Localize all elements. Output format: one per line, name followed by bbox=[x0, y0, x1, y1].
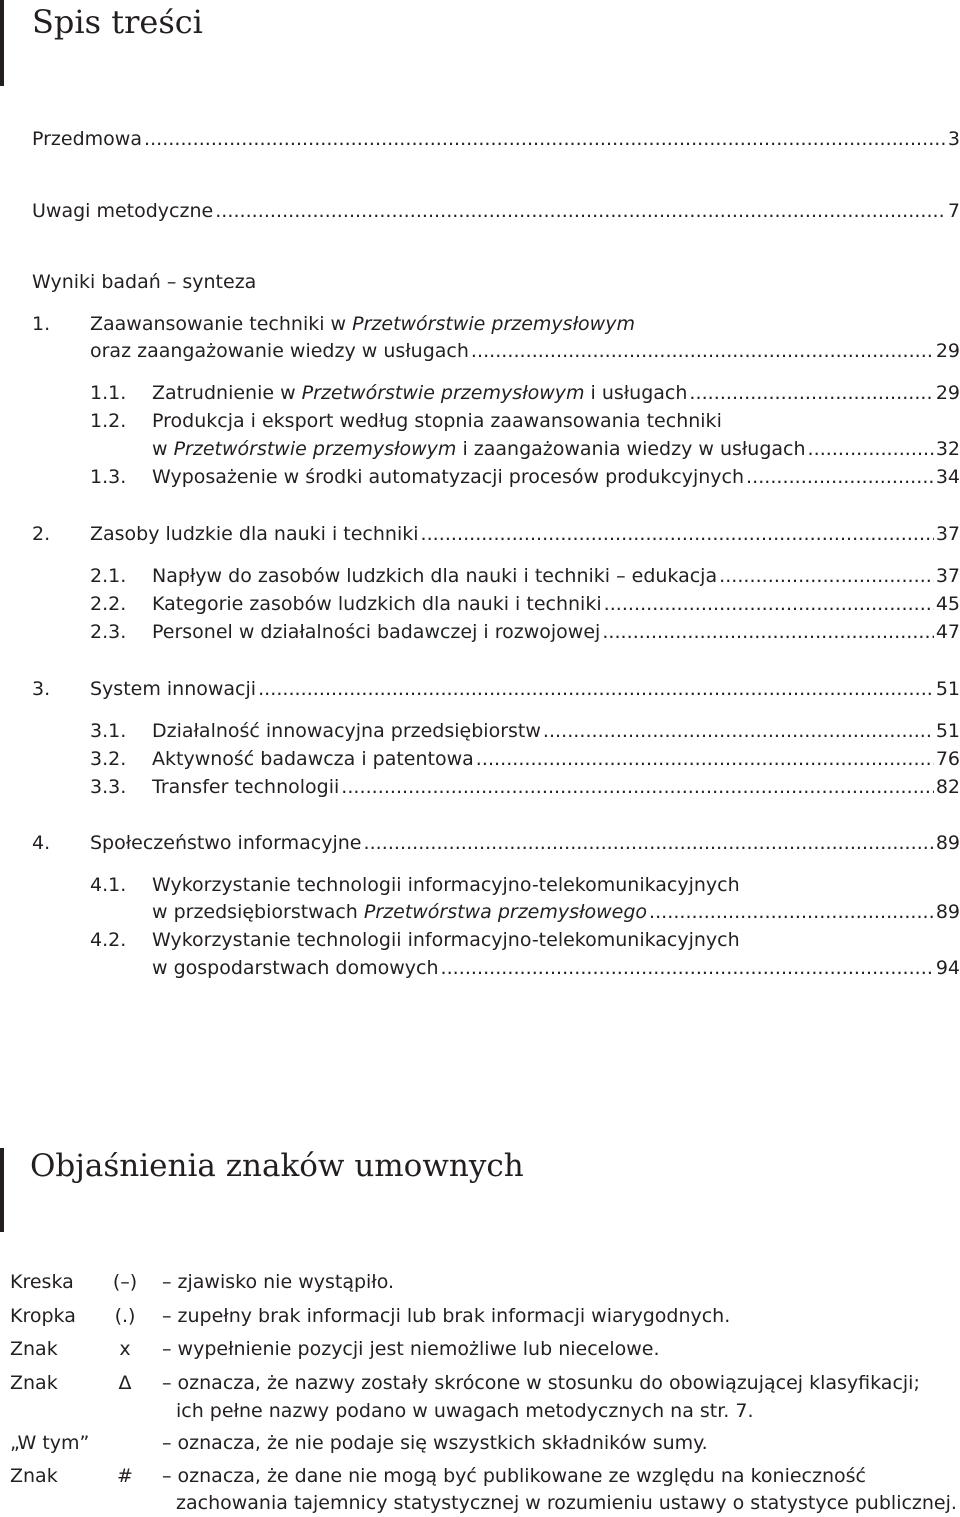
label-part: w bbox=[152, 438, 174, 460]
leader-dots bbox=[341, 774, 934, 800]
toc-entry-4-2-cont[interactable] bbox=[152, 955, 960, 981]
legend-description: – oznacza, że dane nie mogą być publikowane ze względu na konieczność bbox=[162, 1465, 866, 1487]
toc-section-number: 2.3. bbox=[90, 621, 127, 643]
toc-entry-label: Napływ do zasobów ludzkich dla nauki i techniki – edukacja bbox=[152, 565, 718, 587]
toc-page-number: 94 bbox=[935, 957, 960, 979]
leader-dots bbox=[602, 619, 934, 645]
toc-page-number: 76 bbox=[935, 748, 960, 770]
label-italic-part: Przetwórstwie przemysłowym bbox=[352, 313, 635, 335]
title-rule bbox=[0, 0, 4, 86]
toc-entry-label: Działalność innowacyjna przedsiębiorstw bbox=[152, 720, 541, 742]
legend-title-rule bbox=[0, 1148, 4, 1232]
legend-symbol: (.) bbox=[114, 1305, 136, 1327]
legend-description: – oznacza, że nie podaje się wszystkich składników sumy. bbox=[162, 1432, 708, 1454]
toc-page-number: 37 bbox=[935, 565, 960, 587]
leader-dots bbox=[471, 338, 934, 364]
leader-dots bbox=[215, 198, 946, 224]
legend-description: – zupełny brak informacji lub brak informacji wiarygodnych. bbox=[162, 1305, 731, 1327]
legend-description-cont: zachowania tajemnicy statystycznej w rozumieniu ustawy o statystyce publicznej. bbox=[176, 1492, 957, 1514]
leader-dots bbox=[719, 563, 934, 589]
toc-section-number: 1.3. bbox=[90, 466, 127, 488]
toc-page-number: 89 bbox=[935, 901, 960, 923]
toc-page-number: 29 bbox=[935, 340, 960, 362]
toc-entry-label bbox=[152, 380, 687, 406]
label-italic-part: Przetwórstwie przemysłowym bbox=[301, 382, 585, 404]
toc-section-number: 1.2. bbox=[90, 410, 127, 432]
leader-dots bbox=[441, 955, 934, 981]
leader-dots bbox=[808, 436, 934, 462]
label-part: w przedsiębiorstwach bbox=[152, 901, 364, 923]
toc-entry-label: Społeczeństwo informacyjne bbox=[90, 832, 362, 854]
toc-entry-method[interactable] bbox=[32, 198, 960, 224]
legend-symbol: x bbox=[119, 1338, 131, 1360]
toc-page-number: 51 bbox=[935, 720, 960, 742]
toc-page-number: 3 bbox=[947, 128, 960, 150]
toc-section-number: 2.2. bbox=[90, 593, 127, 615]
leader-dots bbox=[746, 464, 934, 490]
toc-section-number: 4.2. bbox=[90, 929, 127, 951]
toc-entry-label: Wyposażenie w środki automatyzacji procesów produkcyjnych bbox=[152, 466, 745, 488]
toc-entry-label: Transfer technologii bbox=[152, 776, 340, 798]
toc-entry-4-1-cont[interactable] bbox=[152, 899, 960, 925]
toc-entry-4-1[interactable] bbox=[90, 872, 960, 898]
legend-term: „W tym” bbox=[10, 1432, 90, 1454]
toc-entry-label bbox=[152, 899, 647, 925]
legend-row bbox=[0, 1369, 960, 1425]
toc-entry-label: w gospodarstwach domowych bbox=[152, 957, 439, 979]
toc-section-number: 4.1. bbox=[90, 874, 127, 896]
toc-entry-3-3[interactable] bbox=[90, 774, 960, 800]
toc-section-number: 3. bbox=[32, 678, 51, 700]
leader-dots bbox=[604, 591, 934, 617]
toc-page-number: 45 bbox=[935, 593, 960, 615]
toc-entry-label: Personel w działalności badawczej i rozwojowej bbox=[152, 621, 601, 643]
toc-section-number: 1. bbox=[32, 313, 51, 335]
toc-entry-label: System innowacji bbox=[90, 678, 257, 700]
label-italic-part: Przetwórstwie przemysłowym bbox=[173, 438, 457, 460]
toc-summary-heading: Wyniki badań – synteza bbox=[32, 271, 257, 293]
legend-term: Znak bbox=[10, 1372, 58, 1394]
toc-entry-label: Wykorzystanie technologii informacyjno-telekomunikacyjnych bbox=[152, 874, 740, 896]
toc-entry-label: Zasoby ludzkie dla nauki i techniki bbox=[90, 523, 419, 545]
legend-row bbox=[0, 1429, 960, 1457]
toc-entry-1-2-cont[interactable] bbox=[152, 436, 960, 462]
toc-entry-4-2[interactable] bbox=[90, 927, 960, 953]
toc-section-number: 3.2. bbox=[90, 748, 127, 770]
label-italic-part: Przetwórstwa przemysłowego bbox=[363, 901, 647, 923]
toc-entry-label bbox=[90, 311, 635, 337]
leader-dots bbox=[476, 746, 934, 772]
legend-row bbox=[0, 1268, 960, 1296]
toc-page-number: 29 bbox=[935, 382, 960, 404]
toc-section-number: 3.3. bbox=[90, 776, 127, 798]
leader-dots bbox=[421, 521, 934, 547]
leader-dots bbox=[258, 676, 934, 702]
toc-section-number: 3.1. bbox=[90, 720, 127, 742]
toc-page-number: 89 bbox=[935, 832, 960, 854]
legend-term: Znak bbox=[10, 1338, 58, 1360]
label-part: Zatrudnienie w bbox=[152, 382, 302, 404]
legend-symbol: (–) bbox=[112, 1271, 138, 1293]
toc-entry-label bbox=[152, 436, 806, 462]
toc-page-number: 37 bbox=[935, 523, 960, 545]
toc-section-number: 2.1. bbox=[90, 565, 127, 587]
toc-page-number: 51 bbox=[935, 678, 960, 700]
legend-row bbox=[0, 1462, 960, 1516]
legend-row bbox=[0, 1335, 960, 1363]
legend-description: – zjawisko nie wystąpiło. bbox=[162, 1271, 395, 1293]
toc-page-number: 47 bbox=[935, 621, 960, 643]
toc-entry-1-cont[interactable] bbox=[90, 338, 960, 364]
toc-entry-1[interactable] bbox=[32, 311, 960, 337]
legend-description: – oznacza, że nazwy zostały skrócone w stosunku do obowiązującej klasyfikacji; bbox=[162, 1372, 920, 1394]
toc-entry-1-3[interactable] bbox=[90, 464, 960, 490]
leader-dots bbox=[689, 380, 933, 406]
toc-entry-4[interactable] bbox=[32, 830, 960, 856]
toc-section-number: 2. bbox=[32, 523, 51, 545]
label-part: i zaangażowania wiedzy w usługach bbox=[456, 438, 806, 460]
toc-section-number: 4. bbox=[32, 832, 51, 854]
toc-entry-label: oraz zaangażowanie wiedzy w usługach bbox=[90, 340, 469, 362]
toc-entry-3-2[interactable] bbox=[90, 746, 960, 772]
legend-row bbox=[0, 1302, 960, 1330]
toc-entry-2-3[interactable] bbox=[90, 619, 960, 645]
legend-symbol: # bbox=[117, 1465, 133, 1487]
legend-term: Znak bbox=[10, 1465, 58, 1487]
toc-entry-label: Przedmowa bbox=[32, 128, 142, 150]
leader-dots bbox=[649, 899, 934, 925]
legend-title: Objaśnienia znaków umownych bbox=[30, 1148, 524, 1184]
legend-description: – wypełnienie pozycji jest niemożliwe lub niecelowe. bbox=[162, 1338, 660, 1360]
toc-page-number: 7 bbox=[947, 200, 960, 222]
toc-title: Spis treści bbox=[32, 3, 203, 41]
leader-dots bbox=[364, 830, 934, 856]
leader-dots bbox=[144, 126, 946, 152]
toc-entry-3-1[interactable] bbox=[90, 718, 960, 744]
legend-term: Kropka bbox=[10, 1305, 76, 1327]
toc-entry-label: Produkcja i eksport według stopnia zaawansowania techniki bbox=[152, 410, 722, 432]
toc-entry-2-1[interactable] bbox=[90, 563, 960, 589]
toc-entry-1-1[interactable] bbox=[90, 380, 960, 406]
toc-entry-2[interactable] bbox=[32, 521, 960, 547]
legend-term: Kreska bbox=[10, 1271, 74, 1293]
toc-entry-label: Wykorzystanie technologii informacyjno-telekomunikacyjnych bbox=[152, 929, 740, 951]
toc-entry-2-2[interactable] bbox=[90, 591, 960, 617]
toc-entry-1-2[interactable] bbox=[90, 408, 960, 434]
legend-symbol: Δ bbox=[118, 1372, 132, 1394]
toc-section-number: 1.1. bbox=[90, 382, 127, 404]
label-part: Zaawansowanie techniki w bbox=[90, 313, 353, 335]
legend-description-cont: ich pełne nazwy podano w uwagach metodycznych na str. 7. bbox=[176, 1400, 754, 1422]
toc-page-number: 32 bbox=[935, 438, 960, 460]
toc-page-number: 82 bbox=[935, 776, 960, 798]
toc-entry-3[interactable] bbox=[32, 676, 960, 702]
label-part: i usługach bbox=[584, 382, 688, 404]
toc-entry-preface[interactable] bbox=[32, 126, 960, 152]
toc-entry-label: Uwagi metodyczne bbox=[32, 200, 214, 222]
toc-entry-label: Kategorie zasobów ludzkich dla nauki i techniki bbox=[152, 593, 602, 615]
leader-dots bbox=[543, 718, 934, 744]
toc-page-number: 34 bbox=[935, 466, 960, 488]
toc-entry-label: Aktywność badawcza i patentowa bbox=[152, 748, 474, 770]
